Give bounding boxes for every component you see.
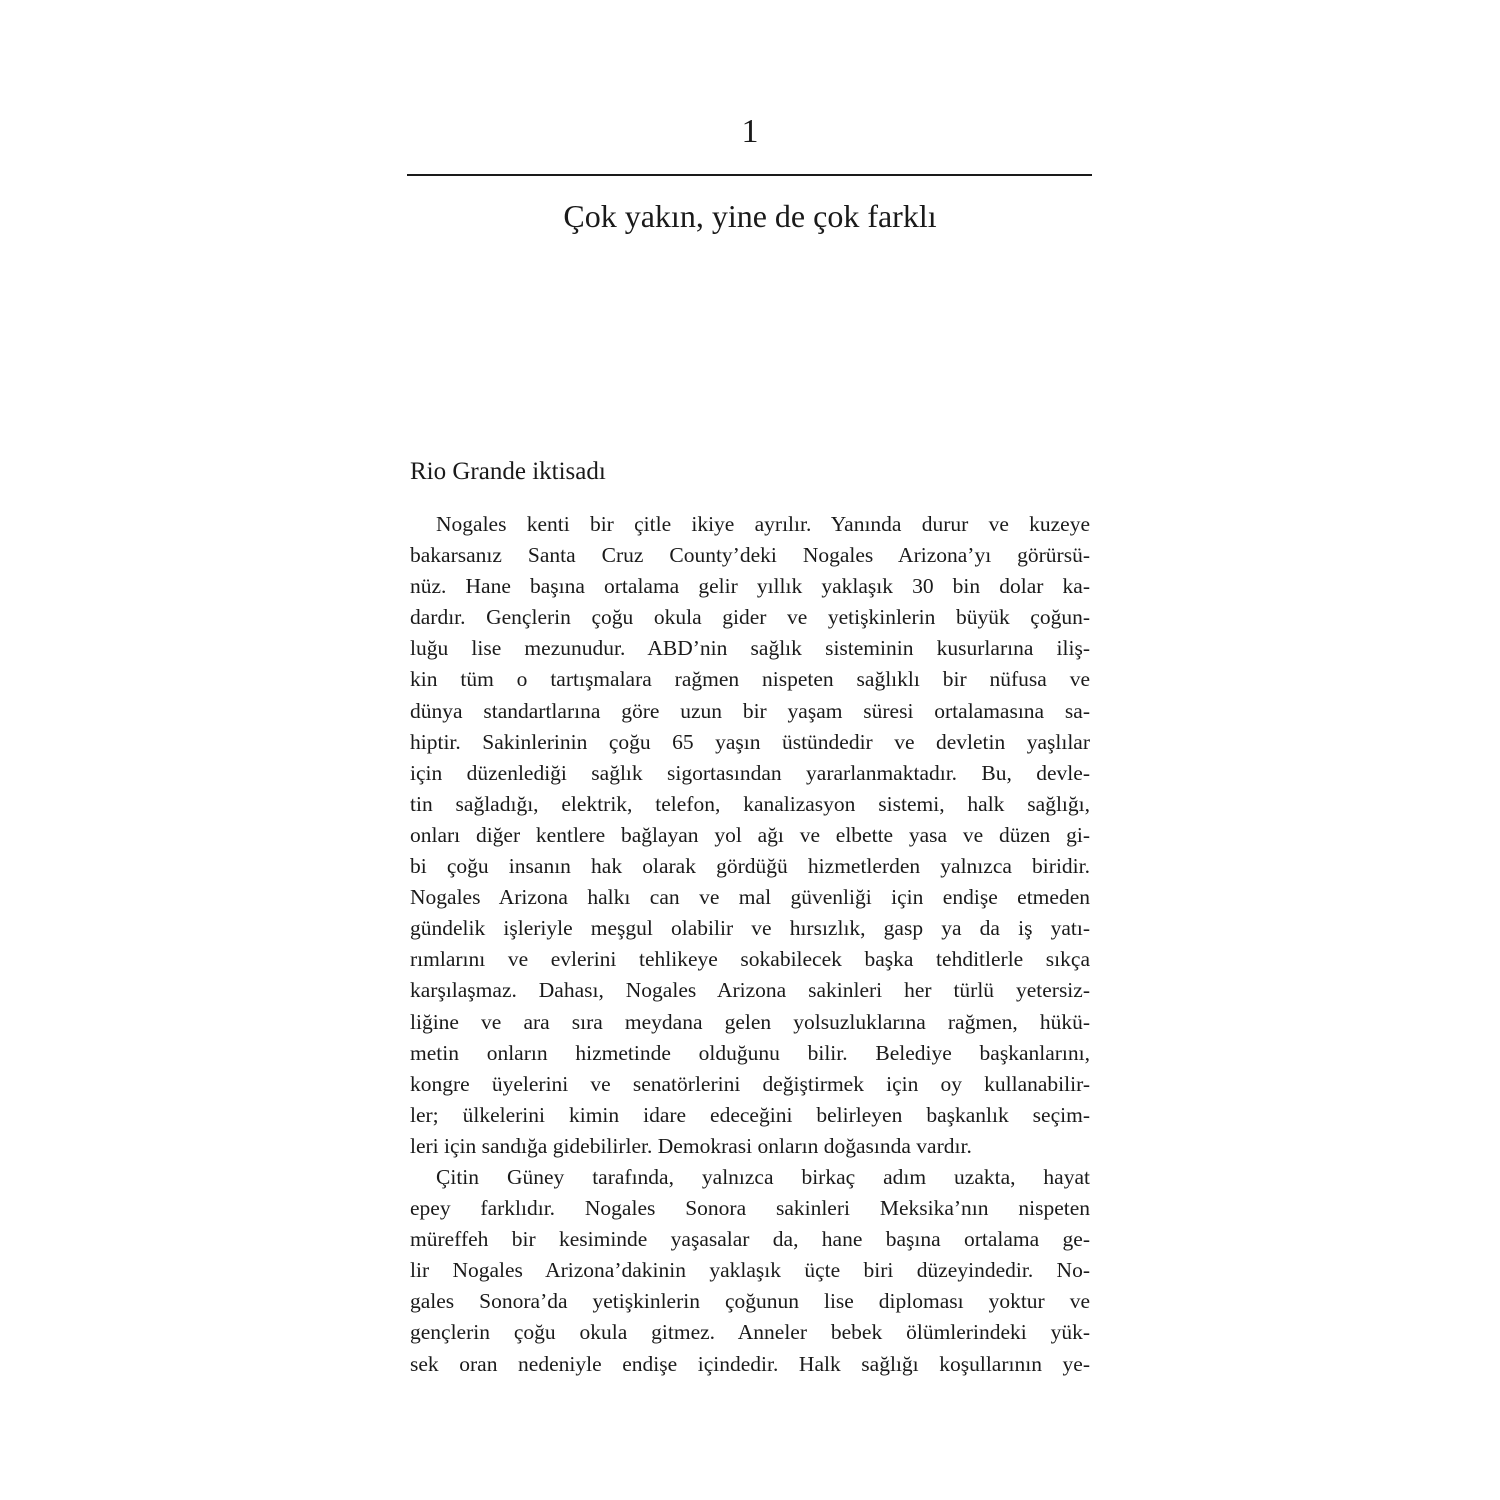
text-line: kin tüm o tartışmalara rağmen nispeten sağlıklı bir nüfusa ve: [410, 667, 1090, 692]
body-text: [410, 509, 1090, 1380]
text-line: bakarsanız Santa Cruz County’deki Nogales Arizona’yı görürsü-: [410, 543, 1090, 568]
text-line: Nogales Arizona halkı can ve mal güvenliği için endişe etmeden: [410, 885, 1090, 910]
text-line: müreffeh bir kesiminde yaşasalar da, hane başına ortalama ge-: [410, 1227, 1090, 1252]
text-line: gales Sonora’da yetişkinlerin çoğunun lise diploması yoktur ve: [410, 1289, 1090, 1314]
text-line: sek oran nedeniyle endişe içindedir. Halk sağlığı koşullarının ye-: [410, 1351, 1090, 1376]
text-line: lir Nogales Arizona’dakinin yaklaşık üçte biri düzeyindedir. No-: [410, 1258, 1090, 1283]
text-line: tin sağladığı, elektrik, telefon, kanalizasyon sistemi, halk sağlığı,: [410, 791, 1090, 816]
chapter-title: Çok yakın, yine de çok farklı: [563, 198, 937, 234]
paragraph-2: [410, 1162, 1090, 1380]
text-line: onları diğer kentlere bağlayan yol ağı ve elbette yasa ve düzen gi-: [410, 822, 1090, 847]
text-line: metin onların hizmetinde olduğunu bilir. Belediye başkanlarını,: [410, 1040, 1090, 1065]
text-line: rımlarını ve evlerini tehlikeye sokabilecek başka tehditlerle sıkça: [410, 947, 1090, 972]
text-line: ler; ülkelerini kimin idare edeceğini belirleyen başkanlık seçim-: [410, 1102, 1090, 1127]
text-line: Nogales kenti bir çitle ikiye ayrılır. Yanında durur ve kuzeye: [436, 512, 1090, 536]
text-line: karşılaşmaz. Dahası, Nogales Arizona sakinleri her türlü yetersiz-: [410, 978, 1090, 1003]
section-heading: Rio Grande iktisadı: [410, 458, 606, 485]
text-line: gündelik işleriyle meşgul olabilir ve hırsızlık, gasp ya da iş yatı-: [410, 916, 1090, 941]
text-line: nüz. Hane başına ortalama gelir yıllık yaklaşık 30 bin dolar ka-: [410, 574, 1090, 599]
text-line: epey farklıdır. Nogales Sonora sakinleri Meksika’nın nispeten: [410, 1196, 1090, 1221]
text-line: gençlerin çoğu okula gitmez. Anneler bebek ölümlerindeki yük-: [410, 1320, 1090, 1345]
paragraph-1: [410, 509, 1090, 1162]
chapter-number: 1: [741, 113, 759, 150]
text-line: hiptir. Sakinlerinin çoğu 65 yaşın üstündedir ve devletin yaşlılar: [410, 729, 1090, 754]
text-line: dardır. Gençlerin çoğu okula gider ve yetişkinlerin büyük çoğun-: [410, 605, 1090, 630]
text-line: Çitin Güney tarafında, yalnızca birkaç adım uzakta, hayat: [436, 1164, 1090, 1189]
text-line: leri için sandığa gidebilirler. Demokrasi onların doğasında vardır.: [410, 1133, 972, 1158]
text-line: dünya standartlarına göre uzun bir yaşam süresi ortalamasına sa-: [410, 698, 1090, 723]
chapter-divider: [407, 174, 1092, 176]
text-line: bi çoğu insanın hak olarak gördüğü hizmetlerden yalnızca biridir.: [410, 854, 1090, 879]
text-line: kongre üyelerini ve senatörlerini değiştirmek için oy kullanabilir-: [410, 1071, 1090, 1096]
text-line: luğu lise mezunudur. ABD’nin sağlık sisteminin kusurlarına iliş-: [410, 636, 1090, 661]
text-line: liğine ve ara sıra meydana gelen yolsuzluklarına rağmen, hükü-: [410, 1009, 1090, 1034]
text-line: için düzenlediği sağlık sigortasından yararlanmaktadır. Bu, devle-: [410, 760, 1090, 785]
